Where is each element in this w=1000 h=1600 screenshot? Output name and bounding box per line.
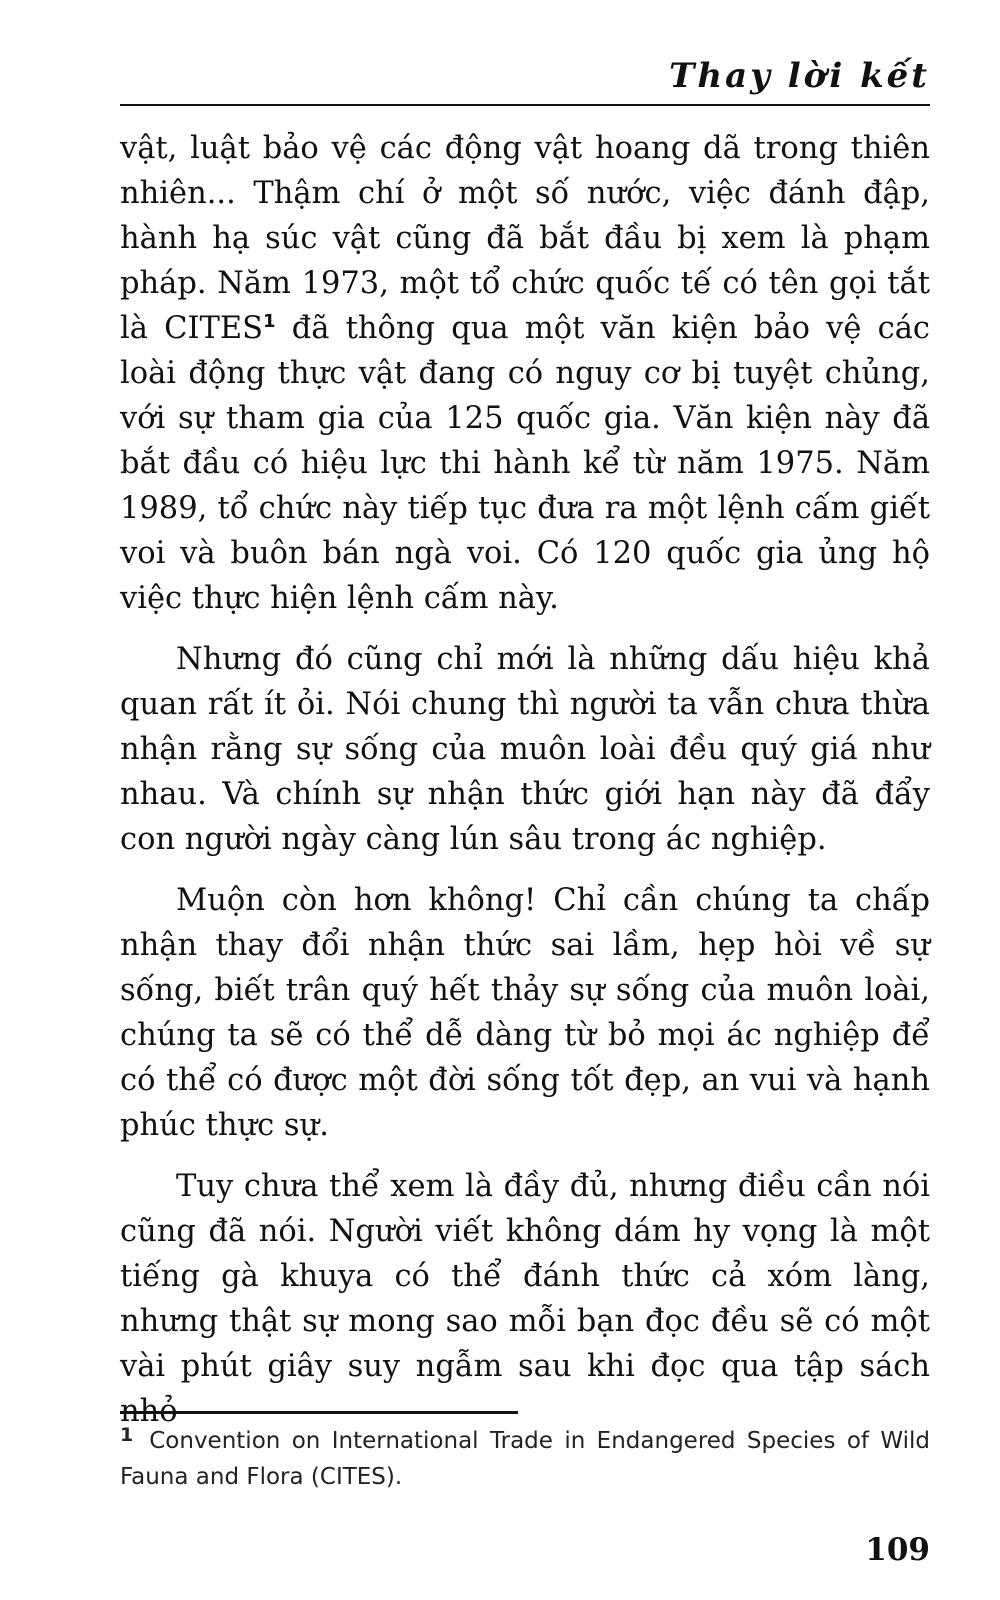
footnote-text: Convention on International Trade in Endangered Species of Wild Fauna and Flora (CITES). bbox=[120, 1428, 930, 1490]
page-number: 109 bbox=[865, 1532, 930, 1568]
paragraph bbox=[120, 126, 930, 621]
footnote-number: 1 bbox=[120, 1424, 134, 1446]
footnote-divider bbox=[120, 1411, 518, 1414]
running-title: Thay lời kết bbox=[669, 56, 930, 96]
paragraph-text: vật, luật bảo vệ các động vật hoang dã trong thiên nhiên... Thậm chí ở một số nước, việc đánh đập, hành hạ súc vật cũng đã bắt đầu bị xem là phạm pháp. Năm 1973, một tổ chức quốc tế có tên gọi tắt là CITES bbox=[120, 131, 930, 346]
running-header bbox=[120, 54, 930, 106]
paragraph-text: đã thông qua một văn kiện bảo vệ các loài động thực vật đang có nguy cơ bị tuyệt chủng, với sự tham gia của 125 quốc gia. Văn kiện này đã bắt đầu có hiệu lực thi hành kể từ năm 1975. Năm 1989, tổ chức này tiếp tục đưa ra một lệnh cấm giết voi và buôn bán ngà voi. Có 120 quốc gia ủng hộ việc thực hiện lệnh cấm này. bbox=[120, 311, 930, 616]
footnote-reference: 1 bbox=[263, 311, 276, 332]
paragraph: Nhưng đó cũng chỉ mới là những dấu hiệu khả quan rất ít ỏi. Nói chung thì người ta vẫn chưa thừa nhận rằng sự sống của muôn loài đều quý giá như nhau. Và chính sự nhận thức giới hạn này đã đẩy con người ngày càng lún sâu trong ác nghiệp. bbox=[120, 642, 930, 857]
paragraph: Tuy chưa thể xem là đầy đủ, nhưng điều cần nói cũng đã nói. Người viết không dám hy vọng là một tiếng gà khuya có thể đánh thức cả xóm làng, nhưng thật sự mong sao mỗi bạn đọc đều sẽ có một vài phút giây suy ngẫm sau khi đọc qua tập sách nhỏ bbox=[120, 1169, 930, 1429]
body-text bbox=[120, 126, 930, 1450]
paragraph: Muộn còn hơn không! Chỉ cần chúng ta chấp nhận thay đổi nhận thức sai lầm, hẹp hòi về sự sống, biết trân quý hết thảy sự sống của muôn loài, chúng ta sẽ có thể dễ dàng từ bỏ mọi ác nghiệp để có thể có được một đời sống tốt đẹp, an vui và hạnh phúc thực sự. bbox=[120, 883, 930, 1143]
footnote bbox=[120, 1424, 930, 1495]
